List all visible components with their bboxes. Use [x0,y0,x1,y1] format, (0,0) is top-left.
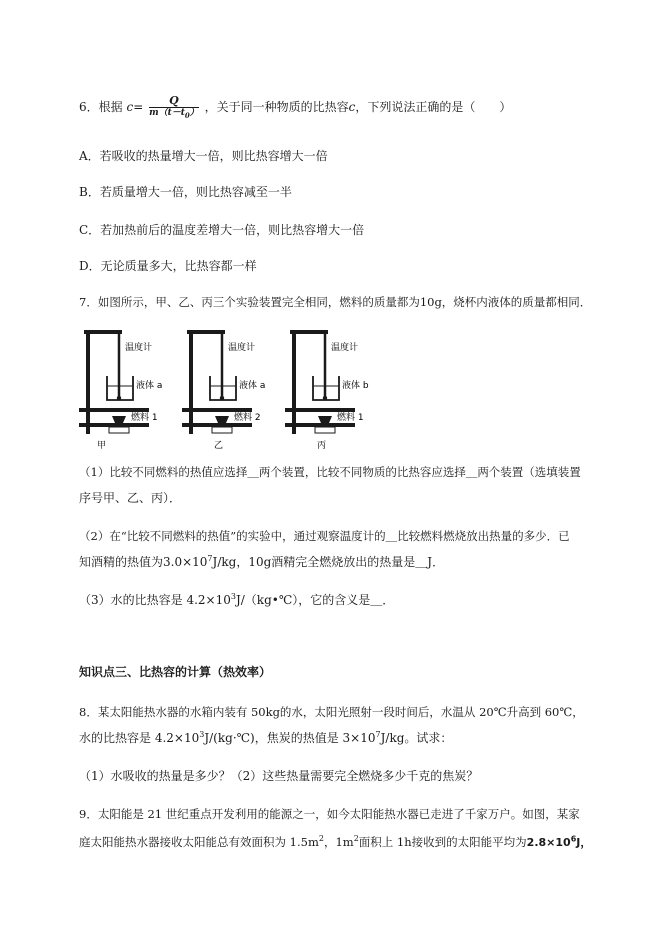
section3-title: 知识点三、比热容的计算（热效率） [79,665,272,679]
q7-stem: 7．如图所示，甲、乙、丙三个实验装置完全相同，燃料的质量都为10g，烧杯内液体的质量都相同． [79,295,592,309]
q7-part2-line2 [79,554,444,570]
thermometer-label: 温度计 [228,343,256,353]
q9-line2-a: 庭太阳能热水器接收太阳能总有效面积为 1.5m [79,835,319,849]
stand-arm [290,330,328,334]
q7-part2-line2-b: J/kg，10g酒精完全燃烧放出的热量是＿J． [212,555,445,569]
burner [318,416,332,423]
fuel-label: 燃料 1 [337,413,364,423]
q9-val-base: 2.8×10 [526,836,571,849]
fuel-label: 燃料 1 [131,413,158,423]
stand-pole [86,330,90,434]
q7-part1-line1: （1）比较不同燃料的热值应选择＿两个装置，比较不同物质的比热容应选择＿两个装置（选填装置 [79,465,581,479]
q9-line2 [79,834,591,851]
thermometer-label: 温度计 [125,343,153,353]
q7-figure [79,328,379,453]
q6-formula-fraction [149,94,199,121]
q8-exp2: 7 [375,730,381,739]
liquid-label: 液体 b [342,381,369,391]
q9-val-exp: 6 [570,834,577,844]
q6-option-c: C．若加热前后的温度差增大一倍，则比热容增大一倍 [79,223,365,237]
thermometer-label: 温度计 [331,343,359,353]
burner [112,416,126,423]
stand-arm [84,330,122,334]
q7-part2-line1: （2）在“比较不同燃料的热值”的实验中，通过观察温度计的＿比较燃料燃烧放出热量的多少．已 [79,529,570,543]
q7-part3-a: （3）水的比热容是 4.2×10 [79,593,231,607]
stand-base [285,408,355,412]
q6-option-d: D．无论质量多大，比热容都一样 [79,259,257,273]
stand-base [182,408,252,412]
burner-plate [212,427,232,433]
q9-val-unit: J， [576,836,592,849]
q8-line2-c: J/kg。试求： [380,731,453,745]
q9-energy-value [527,836,592,849]
burner [215,416,229,423]
q9-line2-b: ，1m [323,835,354,849]
stand-base [79,408,149,412]
q6-prefix: 6．根据 [79,99,123,114]
q6-den-sub: 0 [184,110,190,120]
q6-formula-denominator [149,108,199,121]
q7-part3 [79,592,394,608]
q6-option-a: A．若吸收的热量增大一倍，则比热容增大一倍 [79,149,328,163]
stand-pole [189,330,193,434]
setup-yi [182,330,265,451]
q6-var-c: c [348,99,356,114]
q8-line2-a: 水的比热容是 4.2×10 [79,731,200,745]
q8-line1: 8．某太阳能热水器的水箱内装有 50kg的水，太阳光照射一段时间后，水温从 20℃升高到 60℃， [79,705,584,719]
q6-formula-lhs: c= [126,99,144,114]
q7-part2-line2-a: 知酒精的热值为3.0×10 [79,555,208,569]
fuel-label: 燃料 2 [234,413,261,423]
stand-bottom [182,423,252,427]
q6-stem [79,94,511,121]
q7-part3-b: J/（kg•℃），它的含义是＿． [235,593,395,607]
q6-suffix2: ，下列说法正确的是（ ） [355,99,512,114]
q6-option-b: B．若质量增大一倍，则比热容减至一半 [79,185,292,199]
caption-yi: 乙 [214,441,224,451]
liquid-label: 液体 a [239,381,266,391]
q8-line2 [79,730,452,746]
liquid-label: 液体 a [136,381,163,391]
q8-line2-b: J/(kg·℃)，焦炭的热值是 3×10 [204,731,376,745]
stand-bottom [79,423,149,427]
q6-formula-numerator: Q [149,94,199,108]
q7-part3-exp: 3 [230,592,236,601]
stand-bottom [285,423,355,427]
stand-arm [187,330,225,334]
q8-line3: （1）水吸收的热量是多少？（2）这些热量需要完全燃烧多少千克的焦炭？ [79,769,479,783]
stand-pole [292,330,296,434]
setup-jia [79,330,162,451]
q9-line1: 9．太阳能是 21 世纪重点开发利用的能源之一，如今太阳能热水器已走进了千家万户。如图，某家 [79,807,580,821]
q7-part1-line2: 序号甲、乙、丙）． [79,491,182,505]
q9-line2-c: 面积上 1h接收到的太阳能平均为 [358,835,527,849]
q8-exp1: 3 [199,730,205,739]
q9-exp1: 2 [318,834,324,844]
burner-plate [315,427,335,433]
q6-formula [126,94,204,120]
burner-plate [109,427,129,433]
q6-suffix: ，关于同一种物质的比热容 [204,99,349,114]
caption-bing: 丙 [317,441,327,451]
caption-jia: 甲 [97,441,107,451]
q9-exp2: 2 [353,834,359,844]
q6-den-text: m（t－t [149,108,185,118]
q7-part2-exp: 7 [207,554,213,563]
setup-bing [285,330,369,451]
q6-den-close: ） [189,108,199,118]
